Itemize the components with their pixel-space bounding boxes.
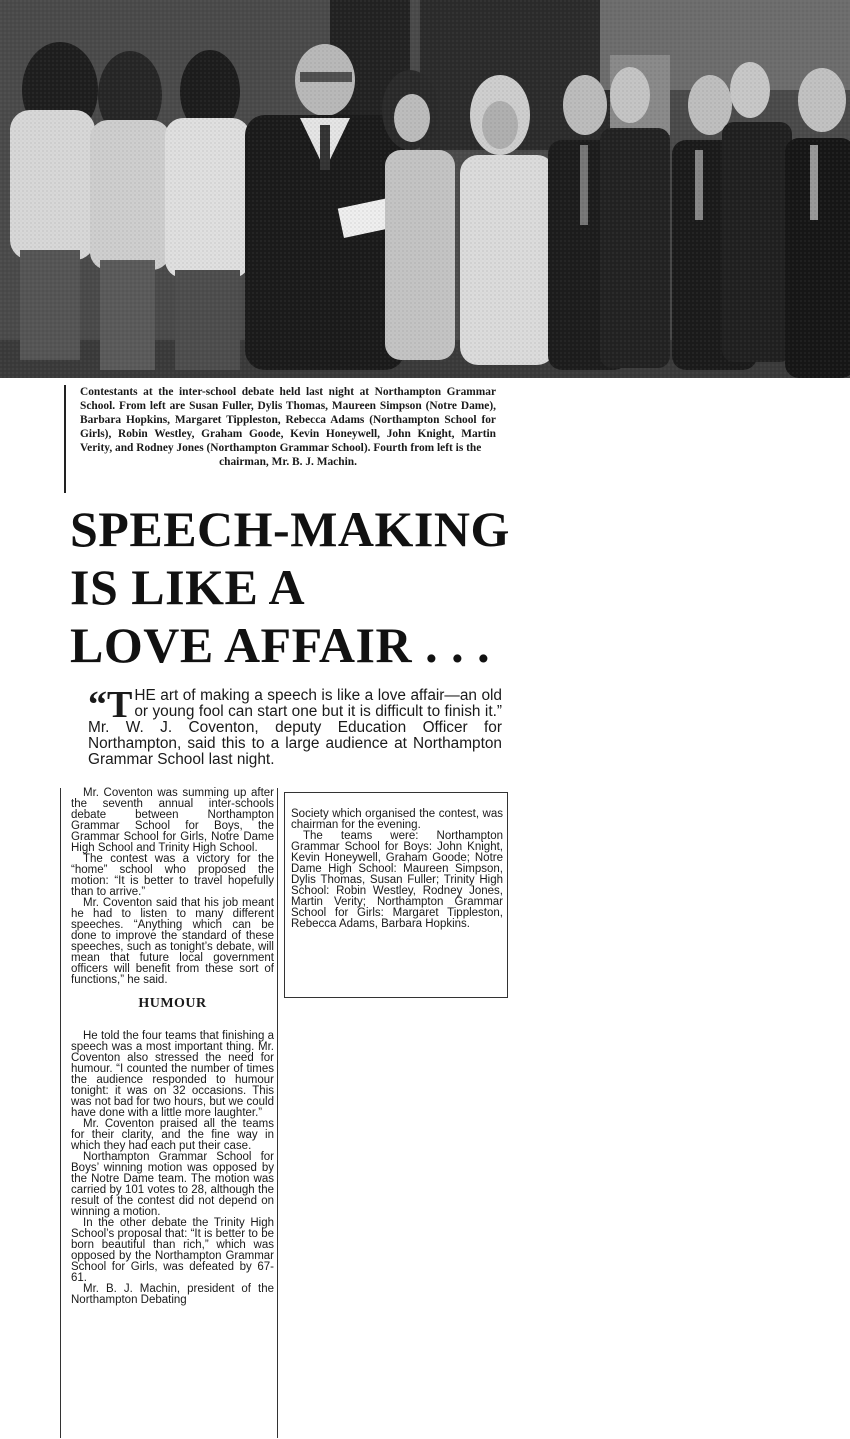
group-photo — [0, 0, 850, 378]
headline-line-1: SPEECH-MAKING — [70, 501, 510, 557]
col1-paragraph-2: The contest was a victory for the “home” school who proposed the motion: “It is better to travel hopefully than to arrive.” — [71, 853, 274, 898]
col1-paragraph-7: In the other debate the Trinity High School’s proposal that: “It is better to be born beautiful than rich,” which was opposed by the Northampton Grammar School for Girls, was defeated by 67-61. — [71, 1217, 274, 1284]
lead-text: HE art of making a speech is like a love affair—an old or young fool can start one but it is difficult to finish it.” Mr. W. J. Coventon, deputy Education Officer for Northampton, said this to a large audience at Northampton Grammar School last night. — [88, 687, 502, 768]
col2-paragraph-2: The teams were: Northampton Grammar School for Boys: John Knight, Kevin Honeywell, Graham Goode; Notre Dame High School: Maureen Simpson, Dylis Thomas, Susan Fuller; Trinity High School: Robin Westley, Rodney Jones, Martin Verity; Northampton Grammar School for Girls: Margaret Tippleston, Rebecca Adams, Barbara Hopkins. — [291, 830, 503, 930]
col1-paragraph-4: He told the four teams that finishing a speech was a most important thing. Mr. Coventon also stressed the need for humour. “I counted the number of times the audience responded to humour tonight: it was on 32 occasions. This was not bad for two hours, but we could have done with a little more laughter.” — [71, 1030, 274, 1119]
lead-dropcap: T — [107, 684, 133, 726]
caption-text: Contestants at the inter-school debate held last night at Northampton Grammar School. From left are Susan Fuller, Dylis Thomas, Maureen Simpson (Notre Dame), Barbara Hopkins, Margaret Tippleston, Rebecca Adams (Northampton School for Girls), Robin Westley, Graham Goode, Kevin Honeywell, John Knight, Martin Verity, and Rodney Jones (Northampton Grammar School). Fourth from left is the — [80, 386, 496, 454]
col1-paragraph-6: Northampton Grammar School for Boys’ winning motion was opposed by the Notre Dame team. The motion was carried by 101 votes to 28, although the result of the contest did not depend on winning a motion. — [71, 1151, 274, 1218]
column-1 — [60, 788, 278, 1438]
col2-paragraph-1: Society which organised the contest, was chairman for the evening. — [291, 808, 503, 831]
headline-line-3: LOVE AFFAIR . . . — [70, 617, 491, 673]
photo-caption — [64, 385, 496, 493]
caption-last-line: chairman, Mr. B. J. Machin. — [219, 456, 357, 468]
lead-paragraph — [88, 684, 502, 768]
col1-paragraph-5: Mr. Coventon praised all the teams for their clarity, and the fine way in which they had each put their case. — [71, 1118, 274, 1152]
group-photo-icon — [0, 0, 850, 378]
col1-paragraph-3: Mr. Coventon said that his job meant he had to listen to many different speeches. “Anything which can be done to improve the standard of these speeches, such as tonight’s debate, will mean that future local government officers will benefit from these sort of functions,” he said. — [71, 897, 274, 986]
headline — [70, 500, 510, 674]
headline-line-2: IS LIKE A — [70, 559, 306, 615]
subheading-humour: HUMOUR — [138, 996, 207, 1011]
col1-paragraph-1: Mr. Coventon was summing up after the seventh annual inter-schools debate between Northampton Grammar School for Boys, the Grammar School for Girls, Notre Dame High School and Trinity High School. — [71, 787, 274, 854]
column-2 — [284, 792, 508, 998]
col1-paragraph-8: Mr. B. J. Machin, president of the Northampton Debating — [71, 1283, 274, 1306]
lead-open-quote: “ — [88, 684, 107, 726]
